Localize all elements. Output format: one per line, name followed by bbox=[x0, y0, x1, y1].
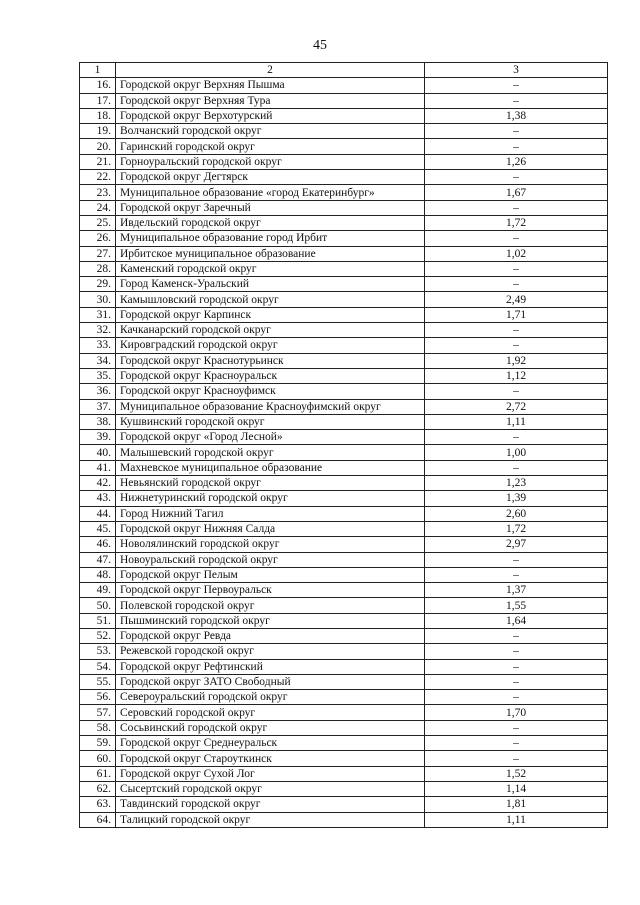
coefficient-value: 1,12 bbox=[425, 368, 608, 383]
coefficient-value: 1,38 bbox=[425, 108, 608, 123]
coefficient-value: – bbox=[425, 674, 608, 689]
row-number: 16. bbox=[80, 78, 116, 93]
coefficient-value: 1,26 bbox=[425, 154, 608, 169]
municipality-name: Каменский городской округ bbox=[116, 261, 425, 276]
row-number: 46. bbox=[80, 537, 116, 552]
row-number: 63. bbox=[80, 797, 116, 812]
table-row bbox=[80, 460, 608, 475]
municipality-name: Новолялинский городской округ bbox=[116, 537, 425, 552]
table-row bbox=[80, 246, 608, 261]
coefficient-value: 1,52 bbox=[425, 766, 608, 781]
table-row bbox=[80, 215, 608, 230]
coefficient-value: – bbox=[425, 78, 608, 93]
coefficient-value: 2,72 bbox=[425, 399, 608, 414]
municipality-name: Кировградский городской округ bbox=[116, 338, 425, 353]
coefficient-value: – bbox=[425, 338, 608, 353]
table-row bbox=[80, 353, 608, 368]
row-number: 37. bbox=[80, 399, 116, 414]
coefficient-value: 2,49 bbox=[425, 292, 608, 307]
municipality-name: Качканарский городской округ bbox=[116, 323, 425, 338]
coefficient-value: – bbox=[425, 139, 608, 154]
coefficient-value: 1,64 bbox=[425, 613, 608, 628]
coefficient-value: 1,71 bbox=[425, 307, 608, 322]
coefficient-value: 2,60 bbox=[425, 506, 608, 521]
municipality-name: Нижнетуринский городской округ bbox=[116, 491, 425, 506]
table-row bbox=[80, 705, 608, 720]
table-row bbox=[80, 200, 608, 215]
table-row bbox=[80, 124, 608, 139]
row-number: 24. bbox=[80, 200, 116, 215]
row-number: 55. bbox=[80, 674, 116, 689]
table-row bbox=[80, 598, 608, 613]
coefficient-value: 1,67 bbox=[425, 185, 608, 200]
municipality-name: Ивдельский городской округ bbox=[116, 215, 425, 230]
municipality-name: Новоуральский городской округ bbox=[116, 552, 425, 567]
coefficient-value: – bbox=[425, 736, 608, 751]
table-row bbox=[80, 445, 608, 460]
row-number: 54. bbox=[80, 659, 116, 674]
coefficient-value: 1,70 bbox=[425, 705, 608, 720]
coefficient-value: 1,81 bbox=[425, 797, 608, 812]
row-number: 44. bbox=[80, 506, 116, 521]
table-header-row bbox=[80, 63, 608, 78]
table-row bbox=[80, 567, 608, 582]
coefficient-value: – bbox=[425, 628, 608, 643]
row-number: 39. bbox=[80, 430, 116, 445]
coefficient-value: – bbox=[425, 567, 608, 582]
row-number: 59. bbox=[80, 736, 116, 751]
municipality-name: Камышловский городской округ bbox=[116, 292, 425, 307]
municipal-table bbox=[79, 62, 608, 828]
table-row bbox=[80, 583, 608, 598]
municipality-name: Режевской городской округ bbox=[116, 644, 425, 659]
municipality-name: Горноуральский городской округ bbox=[116, 154, 425, 169]
row-number: 26. bbox=[80, 231, 116, 246]
row-number: 56. bbox=[80, 690, 116, 705]
municipality-name: Городской округ ЗАТО Свободный bbox=[116, 674, 425, 689]
municipality-name: Городской округ Сухой Лог bbox=[116, 766, 425, 781]
municipality-name: Ирбитское муниципальное образование bbox=[116, 246, 425, 261]
table-row bbox=[80, 292, 608, 307]
municipality-name: Городской округ Красноуфимск bbox=[116, 384, 425, 399]
municipality-name: Городской округ Заречный bbox=[116, 200, 425, 215]
coefficient-value: – bbox=[425, 261, 608, 276]
table-row bbox=[80, 399, 608, 414]
table-row bbox=[80, 476, 608, 491]
row-number: 58. bbox=[80, 720, 116, 735]
row-number: 50. bbox=[80, 598, 116, 613]
row-number: 57. bbox=[80, 705, 116, 720]
municipality-name: Малышевский городской округ bbox=[116, 445, 425, 460]
municipality-name: Кушвинский городской округ bbox=[116, 414, 425, 429]
table-row bbox=[80, 781, 608, 796]
table-row bbox=[80, 751, 608, 766]
table-row bbox=[80, 323, 608, 338]
row-number: 29. bbox=[80, 277, 116, 292]
row-number: 32. bbox=[80, 323, 116, 338]
row-number: 38. bbox=[80, 414, 116, 429]
municipality-name: Городской округ Верхотурский bbox=[116, 108, 425, 123]
municipality-name: Тавдинский городской округ bbox=[116, 797, 425, 812]
municipality-name: Городской округ Дегтярск bbox=[116, 170, 425, 185]
table-row bbox=[80, 154, 608, 169]
municipality-name: Городской округ Верхняя Пышма bbox=[116, 78, 425, 93]
row-number: 19. bbox=[80, 124, 116, 139]
coefficient-value: – bbox=[425, 720, 608, 735]
table-row bbox=[80, 613, 608, 628]
coefficient-value: – bbox=[425, 384, 608, 399]
row-number: 18. bbox=[80, 108, 116, 123]
municipality-name: Муниципальное образование «город Екатеринбург» bbox=[116, 185, 425, 200]
municipality-name: Муниципальное образование город Ирбит bbox=[116, 231, 425, 246]
municipality-name: Сысертский городской округ bbox=[116, 781, 425, 796]
table-row bbox=[80, 384, 608, 399]
row-number: 35. bbox=[80, 368, 116, 383]
coefficient-value: – bbox=[425, 277, 608, 292]
row-number: 61. bbox=[80, 766, 116, 781]
coefficient-value: – bbox=[425, 93, 608, 108]
coefficient-value: 1,92 bbox=[425, 353, 608, 368]
coefficient-value: 2,97 bbox=[425, 537, 608, 552]
table-row bbox=[80, 78, 608, 93]
table-row bbox=[80, 690, 608, 705]
table-row bbox=[80, 506, 608, 521]
coefficient-value: 1,00 bbox=[425, 445, 608, 460]
table-row bbox=[80, 537, 608, 552]
column-header-3: 3 bbox=[425, 63, 608, 78]
municipality-name: Городской округ Верхняя Тура bbox=[116, 93, 425, 108]
coefficient-value: 1,72 bbox=[425, 215, 608, 230]
row-number: 52. bbox=[80, 628, 116, 643]
row-number: 28. bbox=[80, 261, 116, 276]
row-number: 45. bbox=[80, 521, 116, 536]
coefficient-value: – bbox=[425, 323, 608, 338]
row-number: 47. bbox=[80, 552, 116, 567]
coefficient-value: – bbox=[425, 552, 608, 567]
municipality-name: Городской округ Пелым bbox=[116, 567, 425, 582]
table-row bbox=[80, 552, 608, 567]
row-number: 17. bbox=[80, 93, 116, 108]
table-row bbox=[80, 170, 608, 185]
table-row bbox=[80, 491, 608, 506]
municipality-name: Городской округ Рефтинский bbox=[116, 659, 425, 674]
table-body bbox=[80, 63, 608, 828]
column-header-2: 2 bbox=[116, 63, 425, 78]
municipality-name: Городской округ Нижняя Салда bbox=[116, 521, 425, 536]
coefficient-value: 1,39 bbox=[425, 491, 608, 506]
municipality-name: Городской округ Красноуральск bbox=[116, 368, 425, 383]
municipality-name: Городской округ «Город Лесной» bbox=[116, 430, 425, 445]
coefficient-value: – bbox=[425, 644, 608, 659]
row-number: 48. bbox=[80, 567, 116, 582]
municipality-name: Пышминский городской округ bbox=[116, 613, 425, 628]
municipality-name: Гаринский городской округ bbox=[116, 139, 425, 154]
coefficient-value: 1,11 bbox=[425, 414, 608, 429]
coefficient-value: 1,23 bbox=[425, 476, 608, 491]
table-row bbox=[80, 185, 608, 200]
table-row bbox=[80, 720, 608, 735]
municipality-name: Невьянский городской округ bbox=[116, 476, 425, 491]
municipality-name: Полевской городской округ bbox=[116, 598, 425, 613]
table-row bbox=[80, 139, 608, 154]
table-row bbox=[80, 674, 608, 689]
table-row bbox=[80, 797, 608, 812]
table-row bbox=[80, 414, 608, 429]
row-number: 20. bbox=[80, 139, 116, 154]
row-number: 27. bbox=[80, 246, 116, 261]
row-number: 60. bbox=[80, 751, 116, 766]
coefficient-value: – bbox=[425, 170, 608, 185]
table-row bbox=[80, 338, 608, 353]
row-number: 36. bbox=[80, 384, 116, 399]
municipality-name: Североуральский городской округ bbox=[116, 690, 425, 705]
table-row bbox=[80, 766, 608, 781]
coefficient-value: – bbox=[425, 200, 608, 215]
row-number: 33. bbox=[80, 338, 116, 353]
municipality-name: Городской округ Среднеуральск bbox=[116, 736, 425, 751]
municipality-name: Город Каменск-Уральский bbox=[116, 277, 425, 292]
municipality-name: Городской округ Староуткинск bbox=[116, 751, 425, 766]
municipality-name: Городской округ Первоуральск bbox=[116, 583, 425, 598]
table-row bbox=[80, 261, 608, 276]
table-row bbox=[80, 521, 608, 536]
page-number: 45 bbox=[313, 38, 327, 53]
municipality-name: Махневское муниципальное образование bbox=[116, 460, 425, 475]
table-row bbox=[80, 430, 608, 445]
row-number: 64. bbox=[80, 812, 116, 827]
row-number: 21. bbox=[80, 154, 116, 169]
coefficient-value: 1,37 bbox=[425, 583, 608, 598]
municipality-name: Городской округ Ревда bbox=[116, 628, 425, 643]
row-number: 22. bbox=[80, 170, 116, 185]
row-number: 31. bbox=[80, 307, 116, 322]
table-row bbox=[80, 93, 608, 108]
municipality-name: Серовский городской округ bbox=[116, 705, 425, 720]
coefficient-value: 1,14 bbox=[425, 781, 608, 796]
row-number: 43. bbox=[80, 491, 116, 506]
municipality-name: Талицкий городской округ bbox=[116, 812, 425, 827]
row-number: 41. bbox=[80, 460, 116, 475]
coefficient-value: 1,72 bbox=[425, 521, 608, 536]
coefficient-value: – bbox=[425, 124, 608, 139]
municipality-name: Муниципальное образование Красноуфимский округ bbox=[116, 399, 425, 414]
coefficient-value: 1,02 bbox=[425, 246, 608, 261]
table-row bbox=[80, 108, 608, 123]
row-number: 25. bbox=[80, 215, 116, 230]
coefficient-value: – bbox=[425, 430, 608, 445]
row-number: 49. bbox=[80, 583, 116, 598]
coefficient-value: – bbox=[425, 231, 608, 246]
coefficient-value: – bbox=[425, 659, 608, 674]
coefficient-value: – bbox=[425, 460, 608, 475]
coefficient-value: – bbox=[425, 690, 608, 705]
coefficient-value: 1,11 bbox=[425, 812, 608, 827]
municipality-name: Волчанский городской округ bbox=[116, 124, 425, 139]
coefficient-value: 1,55 bbox=[425, 598, 608, 613]
row-number: 40. bbox=[80, 445, 116, 460]
table-row bbox=[80, 644, 608, 659]
table-row bbox=[80, 368, 608, 383]
table-row bbox=[80, 812, 608, 827]
row-number: 34. bbox=[80, 353, 116, 368]
row-number: 30. bbox=[80, 292, 116, 307]
table-row bbox=[80, 307, 608, 322]
column-header-1: 1 bbox=[80, 63, 116, 78]
coefficient-value: – bbox=[425, 751, 608, 766]
municipality-name: Город Нижний Тагил bbox=[116, 506, 425, 521]
table-row bbox=[80, 277, 608, 292]
row-number: 53. bbox=[80, 644, 116, 659]
table-row bbox=[80, 628, 608, 643]
municipality-name: Городской округ Краснотурьинск bbox=[116, 353, 425, 368]
row-number: 23. bbox=[80, 185, 116, 200]
table-row bbox=[80, 736, 608, 751]
table-row bbox=[80, 231, 608, 246]
municipality-name: Городской округ Карпинск bbox=[116, 307, 425, 322]
municipality-name: Сосьвинский городской округ bbox=[116, 720, 425, 735]
row-number: 62. bbox=[80, 781, 116, 796]
row-number: 42. bbox=[80, 476, 116, 491]
table-row bbox=[80, 659, 608, 674]
row-number: 51. bbox=[80, 613, 116, 628]
